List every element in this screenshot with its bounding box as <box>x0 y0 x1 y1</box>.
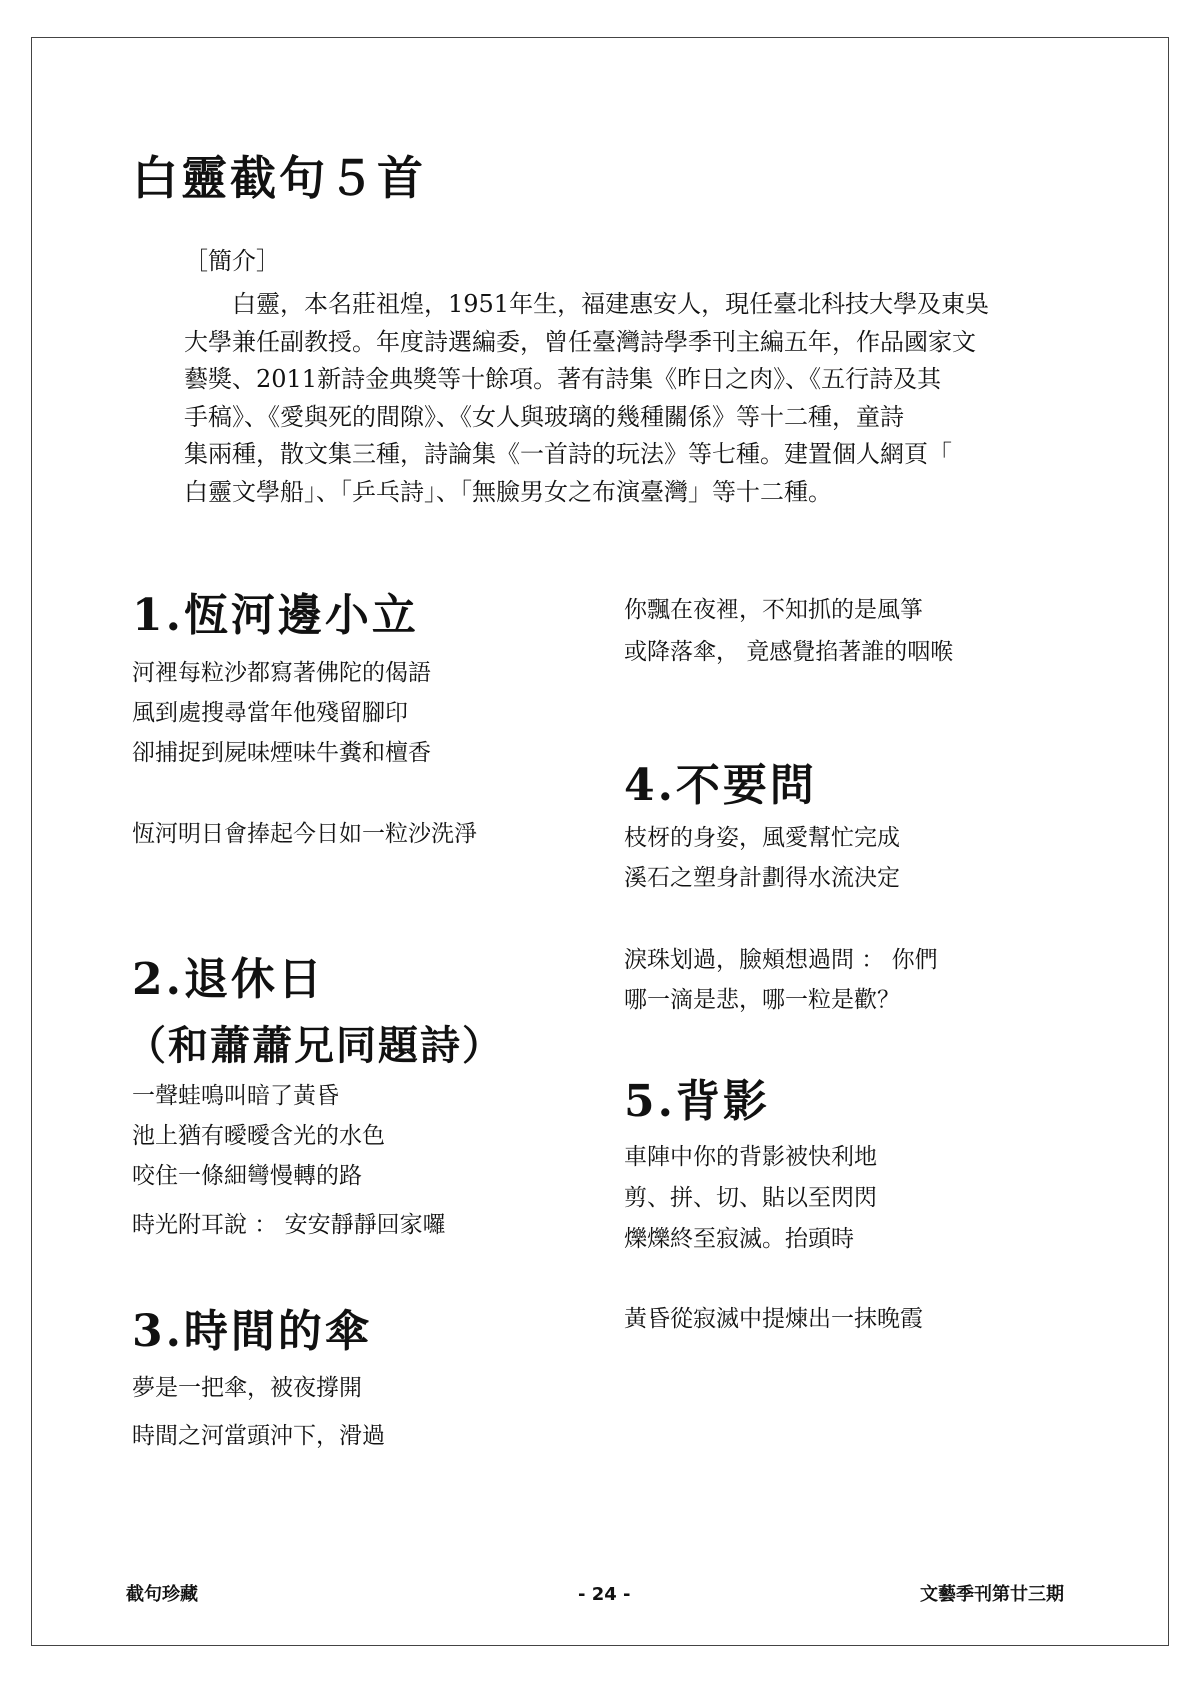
poem-4-line: 哪一滴是悲，哪一粒是歡？ <box>624 987 900 1013</box>
poem-1-title: 1.恆河邊小立 <box>132 590 419 641</box>
author-intro <box>184 244 1024 511</box>
intro-line: 大學兼任副教授。年度詩選編委，曾任臺灣詩學季刊主編五年，作品國家文 <box>184 327 976 356</box>
poem-2-line: 池上猶有曖曖含光的水色 <box>132 1123 385 1149</box>
poem-5-title: 5.背影 <box>624 1076 770 1127</box>
intro-line: 白靈，本名莊祖煌，1951年生，福建惠安人，現任臺北科技大學及東吳 <box>232 290 990 318</box>
intro-line: 手稿》、《愛與死的間隙》、《女人與玻璃的幾種關係》等十二種，童詩 <box>184 402 904 431</box>
poem-4-line: 枝枒的身姿，風愛幫忙完成 <box>624 825 900 851</box>
footer-section-name: 截句珍藏 <box>126 1584 198 1605</box>
poem-2-line: 一聲蛙鳴叫暗了黃昏 <box>132 1083 339 1109</box>
poem-4-line: 溪石之塑身計劃得水流決定 <box>624 865 900 891</box>
poem-5-line: 爍爍終至寂滅。抬頭時 <box>624 1226 854 1252</box>
footer-publication: 文藝季刊第廿三期 <box>920 1584 1064 1605</box>
poem-5-line: 黃昏從寂滅中提煉出一抹晚霞 <box>624 1306 923 1332</box>
intro-line: 藝獎、2011新詩金典獎等十餘項。著有詩集《昨日之肉》、《五行詩及其 <box>184 365 942 393</box>
intro-line: 集兩種，散文集三種，詩論集《一首詩的玩法》等七種。建置個人網頁「 <box>184 440 952 468</box>
poem-1-line: 恆河明日會捧起今日如一粒沙洗淨 <box>132 821 477 847</box>
page-title: 白靈截句５首 <box>132 151 426 205</box>
poem-2-subtitle: （和蕭蕭兄同題詩） <box>126 1022 504 1069</box>
poem-2-line: 咬住一條細彎慢轉的路 <box>132 1163 362 1189</box>
poem-2-title: 2.退休日 <box>132 954 325 1005</box>
footer-page-number: - 24 - <box>578 1584 631 1605</box>
poem-1-line: 河裡每粒沙都寫著佛陀的偈語 <box>132 660 431 686</box>
poem-3-line: 時間之河當頭沖下，滑過 <box>132 1423 385 1449</box>
poem-3-line: 夢是一把傘，被夜撐開 <box>132 1375 362 1401</box>
poem-1-line: 卻捕捉到屍味煙味牛糞和檀香 <box>132 740 431 766</box>
poem-1-line: 風到處搜尋當年他殘留腳印 <box>132 700 408 726</box>
poem-2-line: 時光附耳說 ： 安安靜靜回家囉 <box>132 1212 446 1238</box>
poem-3-title: 3.時間的傘 <box>132 1306 372 1357</box>
poem-3-line: 或降落傘， 竟感覺掐著誰的咽喉 <box>624 639 954 665</box>
poem-4-title: 4.不要問 <box>624 760 817 811</box>
intro-line: 白靈文學船」、「乒乓詩」、「無臉男女之布演臺灣」等十二種。 <box>184 477 832 506</box>
poem-3-line: 你飄在夜裡，不知抓的是風箏 <box>624 597 923 623</box>
intro-label: ［簡介］ <box>184 247 280 275</box>
poem-5-line: 車陣中你的背影被快利地 <box>624 1144 877 1170</box>
poem-4-line: 淚珠划過，臉頰想過問 ： 你們 <box>624 947 938 973</box>
poem-5-line: 剪、拼、切、貼以至閃閃 <box>624 1185 877 1211</box>
